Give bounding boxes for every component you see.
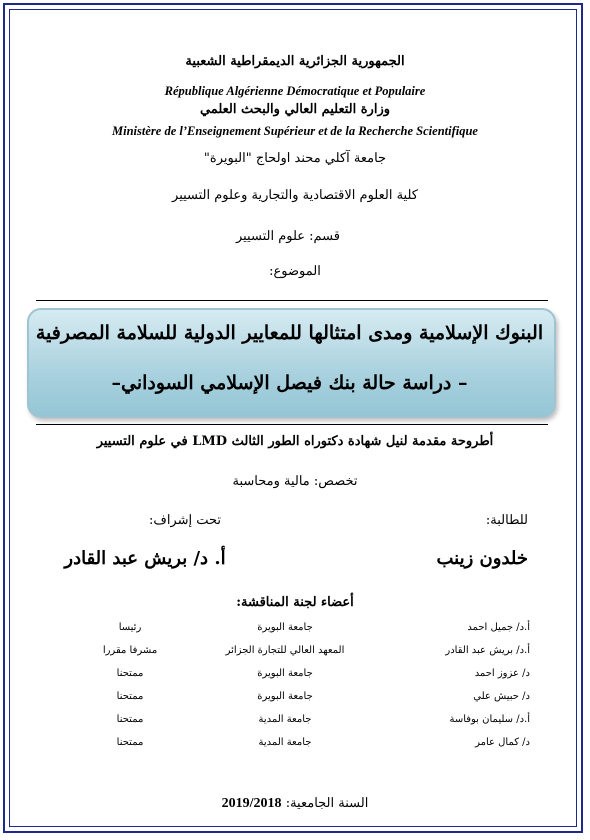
member-institution: جامعة المدية [258, 737, 312, 748]
member-name: أ.د/ بريش عبد القادر [445, 645, 530, 656]
republic-french: République Algérienne Démocratique et Populaire [164, 84, 426, 98]
university-name: جامعة آكلي محند اولحاج "البويرة" [203, 151, 387, 166]
supervisor-name: أ. د/ بريش عبد القادر [64, 548, 226, 569]
member-role: ممتحنا [116, 691, 144, 702]
committee-row [0, 714, 590, 732]
committee-row [0, 622, 590, 640]
member-role: ممتحنا [116, 668, 144, 679]
thesis-title-line1: البنوك الإسلامية ومدى امتثالها للمعايير الدولية للسلامة المصرفية [35, 322, 544, 344]
ministry-arabic: وزارة التعليم العالي والبحث العلمي [199, 102, 391, 117]
committee-row [0, 691, 590, 709]
committee-row [0, 645, 590, 663]
specialty: تخصص: مالية ومحاسبة [232, 474, 358, 489]
thesis-description: أطروحة مقدمة لنيل شهادة دكتوراه الطور الثالث LMD في علوم التسيير [96, 434, 494, 449]
department-name: قسم: علوم التسيير [235, 229, 340, 244]
committee-row [0, 668, 590, 686]
subject-label: الموضوع: [269, 264, 321, 279]
faculty-name: كلية العلوم الاقتصادية والتجارية وعلوم التسيير [172, 188, 418, 203]
top-rule [36, 300, 548, 301]
member-role: مشرفا مقررا [102, 645, 158, 656]
member-role: ممتحنا [116, 737, 144, 748]
committee-row [0, 737, 590, 755]
member-institution: جامعة البويرة [257, 691, 313, 702]
academic-year-label: السنة الجامعية: [285, 796, 369, 811]
member-name: د/ حبيش علي [473, 691, 530, 702]
committee-heading: أعضاء لجنة المناقشة: [236, 595, 354, 610]
republic-arabic: الجمهورية الجزائرية الديمقراطية الشعبية [185, 54, 405, 69]
member-name: د/ كمال عامر [475, 737, 530, 748]
member-role: ممتحنا [116, 714, 144, 725]
thesis-title-line2: – دراسة حالة بنك فيصل الإسلامي السوداني– [111, 372, 468, 394]
academic-year [0, 796, 590, 812]
bottom-rule [36, 424, 548, 425]
member-institution: جامعة البويرة [257, 622, 313, 633]
member-institution: جامعة المدية [258, 714, 312, 725]
member-institution: المعهد العالي للتجارة الجزائر [225, 645, 345, 656]
member-role: رئيسا [118, 622, 142, 633]
student-label: للطالبة: [485, 513, 528, 528]
ministry-french: Ministère de l’Enseignement Supérieur et de la Recherche Scientifique [112, 124, 478, 138]
supervisor-label: تحت إشراف: [148, 513, 222, 528]
member-institution: جامعة البويرة [257, 668, 313, 679]
academic-year-value: 2019/2018 [221, 796, 282, 811]
member-name: د/ عزوز احمد [474, 668, 530, 679]
member-name: أ.د/ سليمان بوفاسة [449, 714, 530, 725]
student-name: خلدون زينب [436, 548, 528, 569]
member-name: أ.د/ جميل احمد [467, 622, 530, 633]
